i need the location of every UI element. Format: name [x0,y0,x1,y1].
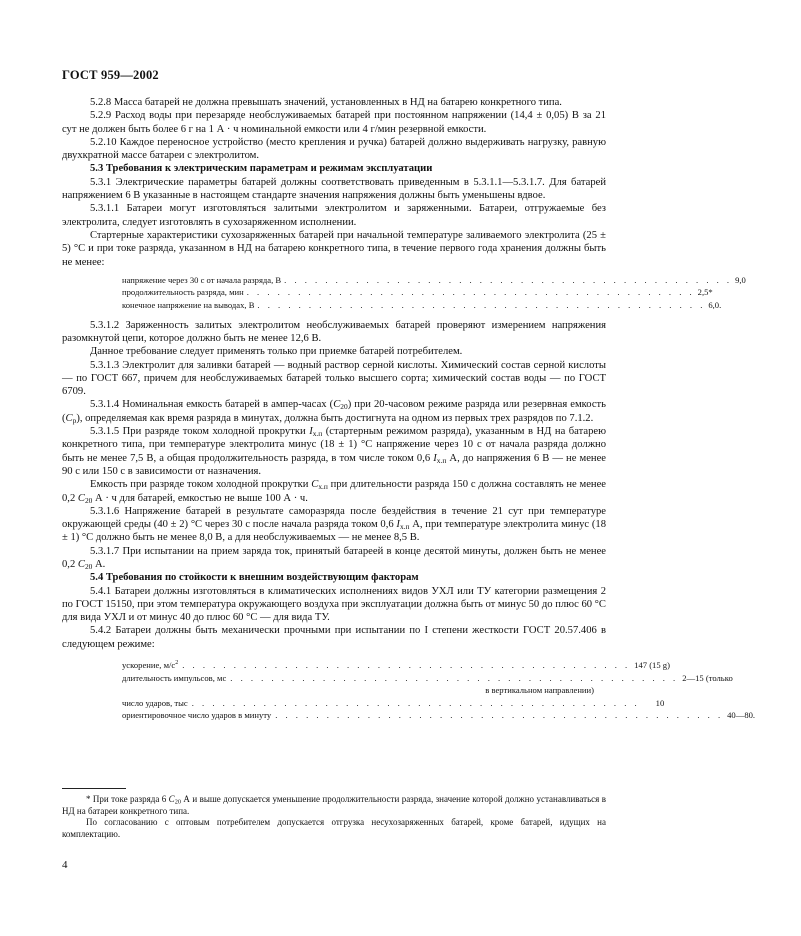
item-value: 40—80. [727,710,756,721]
para-5-4-1: 5.4.1 Батареи должны изготовляться в климатических исполнениях видов УХЛ или ТУ категории размещения 2 по ГОСТ 15150, при этом температура окружающего воздуха при эксплуатации должна быть от минус 50 до плюс 60 °С для вида УХЛ и от минус 40 до плюс 60 °С — для вида ТУ. [62,585,606,624]
item-label: длительность импульсов, мс [122,672,227,683]
leader-dots: . . . . . . . . . . . . . . . . . . . . . . . . . . . . . . . . . . . . . . . . . . . . [275,710,724,721]
item-value: 147 (15 g) [634,659,670,670]
leader-dots: . . . . . . . . . . . . . . . . . . . . . . . . . . . . . . . . . . . . . . . . . . . . [246,287,695,298]
list-item [122,274,746,287]
footnote-divider [62,788,126,789]
para-starter-characteristics: Стартерные характеристики сухозаряженных батарей при начальной температуре заливаемого электролита (25 ± 5) °С и при токе разряда, указанном в НД на батарею конкретного типа, в течение первого года хранения должны быть не менее: [62,229,606,268]
item-value: 9,0 [735,274,746,285]
item-label: ориентировочное число ударов в минуту [122,710,272,721]
para-5-3-1-7: 5.3.1.7 При испытании на прием заряда ток, принятый батареей в конце десятой минуты, должен быть не менее 0,2 $C_{20}$ А. [62,545,606,571]
para-5-3-1-4: 5.3.1.4 Номинальная емкость батарей в ампер-часах $(C_{20})$ при 20-часовом режиме разряда или резервная емкость $(C_р)$, определяемая как время разряда в минутах, должна быть достигнута на одном из первых трех разрядов по 7.1.2. [62,399,606,425]
list-item [122,286,713,299]
list-item [122,672,733,685]
para-5-3-1-5: 5.3.1.5 При разряде током холодной прокрутки $I_{х.п}$ (стартерным режимом разряда), указанным в НД на батарею конкретного типа, при температуре электролита минус (18 ± 1) °С напряжение через 10 с от начала разряда должно быть не менее 7,5 В, а общая продолжительность разряда, в том числе током 0,6 $I_{х.п}$ А, до напряжения 6 В — не менее 90 с или 150 с в зависимости от назначения. [62,426,606,477]
item-label: напряжение через 30 с от начала разряда, В [122,274,282,285]
para-consumer-note: Данное требование следует применять только при приемке батарей потребителем. [90,346,463,358]
section-heading-5-3: 5.3 Требования к электрическим параметрам и режимам эксплуатации [90,163,433,175]
list-item [122,299,722,312]
item-label: конечное напряжение на выводах, В [122,300,255,311]
para-5-2-9: 5.2.9 Расход воды при перезаряде необслуживаемых батарей при постоянном напряжении (14,4 ± 0,05) В за 21 сут не должен быть более 6 г на 1 А · ч номинальной емкости или 4 г/мин резервной емкости. [62,110,606,135]
para-5-4-2: 5.4.2 Батареи должны быть механически прочными при испытании по I степени жесткости ГОСТ 20.57.406 в следующем режиме: [62,625,606,650]
para-5-3-1: 5.3.1 Электрические параметры батарей должны соответствовать приведенным в 5.3.1.1—5.3.1.7. Для батарей напряжением 6 В указанные в настоящем стандарте значения напряжения должны быть уменьшены вдвое. [62,176,606,202]
starter-characteristics-list [122,274,746,312]
item-value-continuation: в вертикальном направлении) [485,685,594,696]
para-5-3-1-3: 5.3.1.3 Электролит для заливки батарей — водный раствор серной кислоты. Химический состав серной кислоты — по ГОСТ 667, причем для необслуживаемых батарей только высшего сорта; химический состав воды — по ГОСТ 6709. [62,359,606,398]
para-5-3-1-1: 5.3.1.1 Батареи могут изготовляться залитыми электролитом и заряженными. Батареи, отгружаемые без электролита, следует изготовлять в сухозаряженном исполнении. [62,203,606,228]
item-label: ускорение, $м/с^2$ [122,659,179,670]
footnote-shipment: По согласованию с оптовым потребителем допускается отгрузка несухозаряженных батарей, кроме батарей, идущих на комплектацию. [62,817,606,839]
para-5-2-10: 5.2.10 Каждое переносное устройство (место крепления и ручка) батарей должно выдерживать нагрузку, равную двухкратной массе батареи с электролитом. [62,136,606,162]
section-heading-5-4: 5.4 Требования по стойкости к внешним воздействующим факторам [90,572,419,584]
list-item [122,709,756,722]
item-value: 6,0. [708,300,722,311]
leader-dots: . . . . . . . . . . . . . . . . . . . . . . . . . . . . . . . . . . . . . . . . . . . . [182,659,631,670]
footnote-asterisk: * При токе разряда 6 $C_{20}$ А и выше допускается уменьшение продолжительности разряда, значение которой должно устанавливаться в НД на батареи конкретного типа. [62,794,606,816]
item-value: 2—15 (только [682,672,733,683]
main-text [62,96,756,726]
para-5-3-1-2: 5.3.1.2 Заряженность залитых электролитом необслуживаемых батарей проверяют измерением напряжения разомкнутой цепи, которое должно быть не менее 12,6 В. [62,319,606,344]
item-value: 2,5* [697,287,713,298]
leader-dots: . . . . . . . . . . . . . . . . . . . . . . . . . . . . . . . . . . . . . . . . . . . . [230,672,679,683]
item-label: продолжительность разряда, мин [122,287,244,298]
list-item [122,657,670,671]
leader-dots: . . . . . . . . . . . . . . . . . . . . . . . . . . . . . . . . . . . . . . . . . . . . [257,300,706,311]
para-5-2-8: 5.2.8 Масса батарей не должна превышать значений, установленных в НД на батарею конкретного типа. [90,97,562,108]
standard-header: ГОСТ 959—2002 [62,68,159,82]
page-number: 4 [62,859,68,871]
list-item [122,697,665,710]
para-capacity: Емкость при разряде током холодной прокрутки $C_{х.п}$ при длительности разряда 150 с должна составлять не менее 0,2 $C_{20}$ А · ч для батарей, емкостью не выше 100 А · ч. [62,479,606,505]
mechanical-test-list [122,657,756,722]
item-value: 10 [655,697,665,708]
footnotes [62,794,606,840]
leader-dots: . . . . . . . . . . . . . . . . . . . . . . . . . . . . . . . . . . . . . . . . . . . . [191,697,640,708]
leader-dots: . . . . . . . . . . . . . . . . . . . . . . . . . . . . . . . . . . . . . . . . . . . . [284,274,733,285]
para-5-3-1-6: 5.3.1.6 Напряжение батарей в результате саморазряда после бездействия в течение 21 сут при температуре окружающей среды (40 ± 2) °С через 30 с после начала разряда током 0,6 $I_{х.п}$ А, при температуре электролита минус (18 ± 1) °С должно быть не менее 8,0 В, а для необслуживаемых — не менее 8,5 В. [62,505,607,544]
item-label: число ударов, тыс [122,697,188,708]
